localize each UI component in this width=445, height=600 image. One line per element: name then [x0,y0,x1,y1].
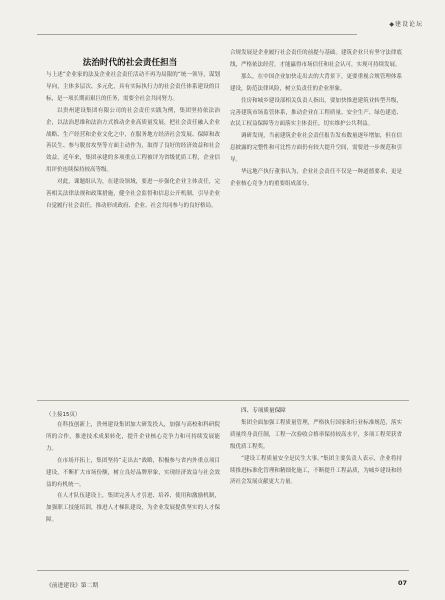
continuation-right-column [230,406,402,566]
page-number: 07 [397,579,407,587]
paragraph: 与上述“企业家的法及企业社会责任活动不再为局限的“统一领导，谋划导向，主体多层次、多元化，具有实际执行力的社会责任体系建设的目标，是一项长期而艰巨的任务，需要全社会共同努力。 [46,72,220,102]
paragraph: 在市场开拓上，集团坚持“走出去”战略，积极参与省内外重点项目建设，不断扩大市场份额，树立良好品牌形象，实现经济效益与社会效益的有机统一。 [46,457,220,488]
continuation-left-column [46,420,220,566]
article-title: 法治时代的社会责任担当 [82,58,178,68]
section-tag: ◆建设论坛 [389,21,423,28]
section-divider [37,400,409,401]
continued-from-label: （上接15页） [46,412,81,418]
paragraph: 合规发展是企业履行社会责任的前提与基础。建筑企业只有坚守法律底线，严格依法经营，才能赢得市场信任和社会认可，实现可持续发展。 [230,50,402,68]
journal-name: 《前进建设》第二期 [46,583,99,589]
paragraph: 华远地产执行董事认为，企业社会责任不仅是一种道德要求，更是企业核心竞争力的重要组成部分。 [230,169,402,187]
header-rule-left [37,34,357,35]
article-left-column [46,70,220,392]
paragraph: “建设工程质量安全是民生大事。”集团主要负责人表示，企业将持续推进标准化管理和精细化施工，不断提升工程品质，为城乡建设和经济社会发展贡献更大力量。 [230,455,402,486]
paragraph: 住房和城乡建设部相关负责人指出，要加快推进建筑业转型升级，完善建筑市场监管体系，推动企业在工程质量、安全生产、绿色建造、农民工权益保障等方面落实主体责任，切实维护公共利益。 [230,97,402,128]
article-right-column [230,48,402,392]
section-heading: 四、专项质量保障 [241,408,286,414]
footer-rule [37,570,409,571]
paragraph: 对此，课题组认为，在建设领域，要进一步强化企业主体责任，完善相关法律法规和政策措施，健全社会监督和信息公开机制，引导企业自觉履行社会责任，推动形成政府、企业、社会共同参与的良好格局。 [46,179,220,209]
paragraph: 在人才队伍建设上，集团完善人才引进、培养、使用和激励机制，加强职工技能培训，推进人才梯队建设，为企业发展提供坚实的人才保障。 [46,493,220,524]
paragraph: 在科技创新上，贵州建设集团加大研发投入，加强与高校和科研院所的合作，推进技术成果转化，提升企业核心竞争力和可持续发展能力。 [46,422,220,452]
paragraph: 调研发现，当前建筑企业社会责任报告发布数量逐年增加，但在信息披露的完整性和可比性方面仍有较大提升空间，需要进一步规范和引导。 [230,133,402,164]
paragraph: 集团全面加强工程质量管理，严格执行国家和行业标准规范，落实质量终身责任制，工程一次验收合格率保持较高水平，多项工程荣获省级优质工程奖。 [230,419,402,450]
paragraph: 以贵州建设集团有限公司的社会责任实践为例，集团坚持依法治企，以法治思维和法治方式推动企业高质量发展，把社会责任融入企业战略、生产经营和企业文化之中，在服务地方经济社会发展、保障和改善民生、参与脱贫攻坚等方面主动作为，取得了良好的经济效益和社会效益。近年来，集团承建的多项重点工程被评为省级优质工程，企业信用评价连续保持较高等级。 [46,107,220,174]
paragraph: 那么，在中国企业加快走出去的大背景下，更要重视合规管理体系建设，防范法律风险，树立负责任的企业形象。 [230,73,402,92]
